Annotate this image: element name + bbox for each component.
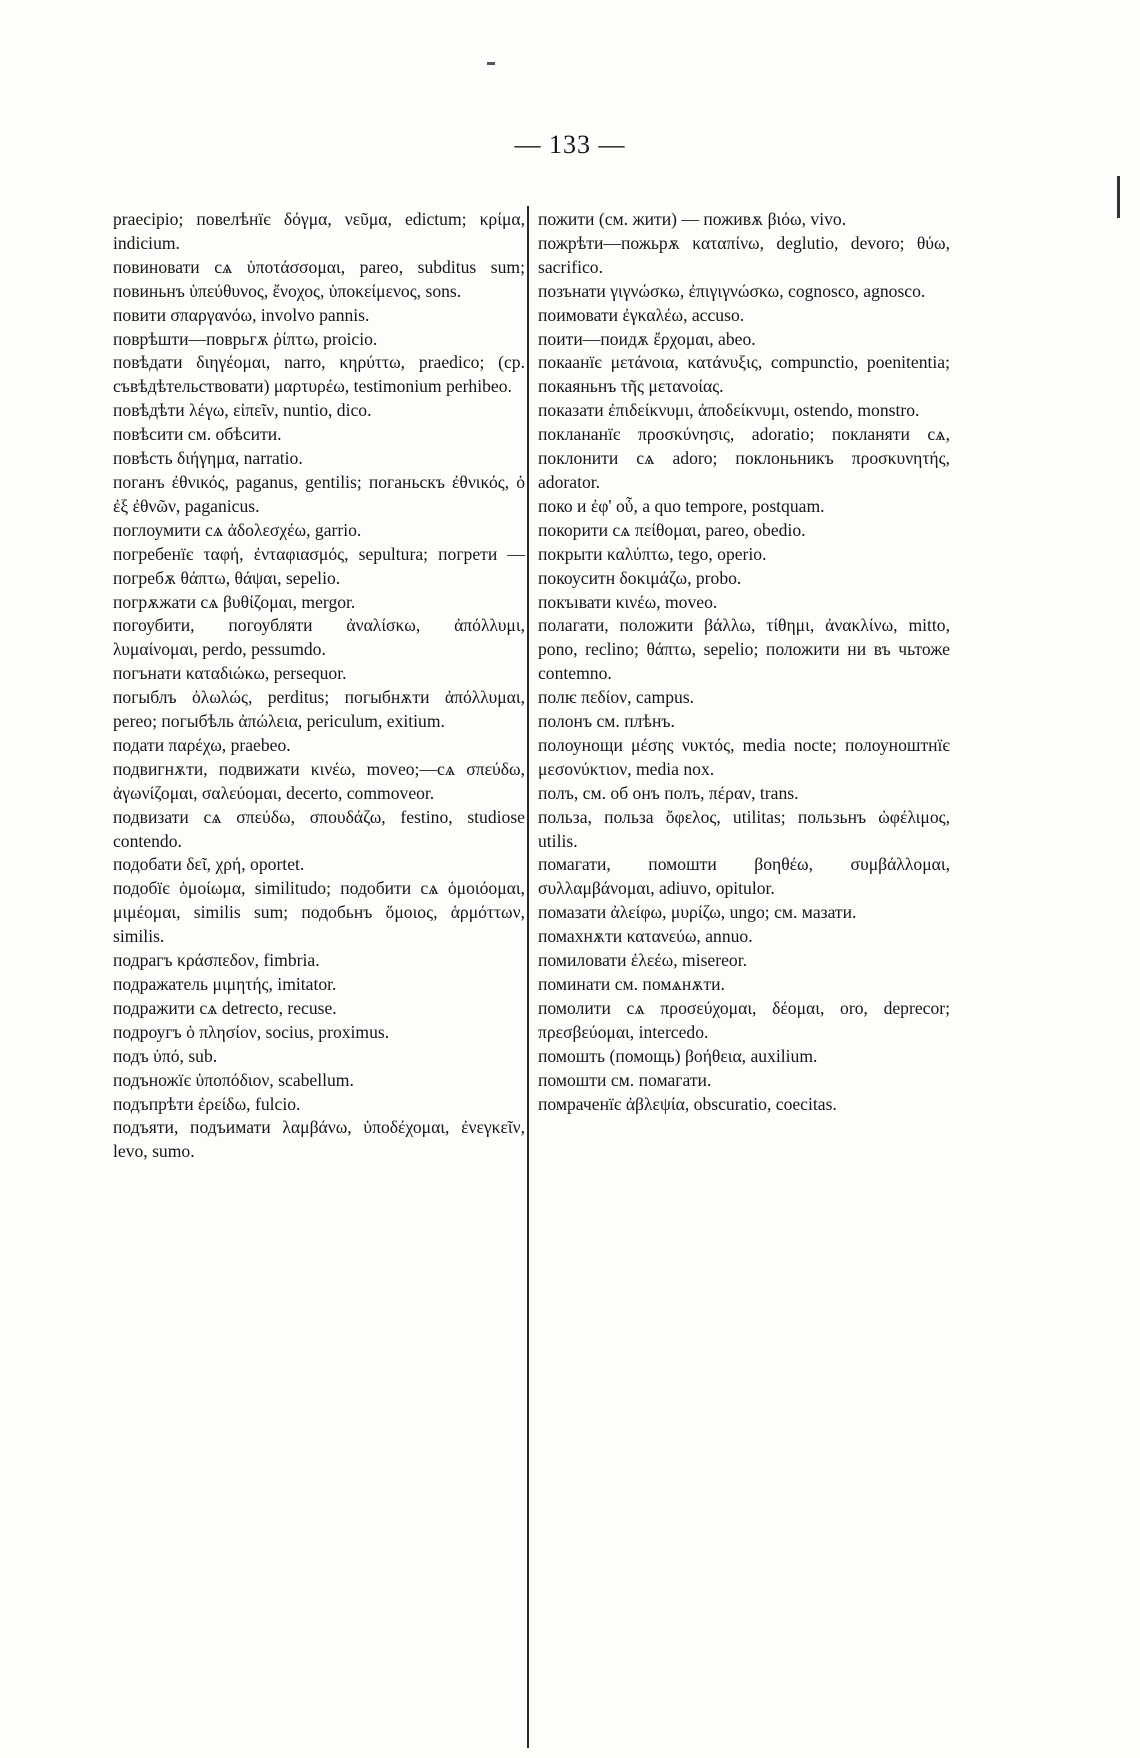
page-number: — 133 —: [514, 130, 626, 159]
dictionary-entry: поганъ ἐθνικός, paganus, gentilis; поганьскъ ἐθνικός, ὁ ἐξ ἐθνῶν, paganicus.: [113, 471, 525, 516]
dictionary-entry: погребенїє ταφή, ἐνταφιασμός, sepultura; погрети — погребѫ θάπτω, θάψαι, sepelio.: [113, 543, 525, 588]
dictionary-entry: помолити сѧ προσεύχομαι, δέομαι, oro, deprecor; πρεσβεύομαι, intercedo.: [538, 997, 950, 1042]
dictionary-entry: подъножїє ὑποπόδιον, scabellum.: [113, 1069, 354, 1090]
dictionary-entry: покорити сѧ πείθομαι, pareo, obedio.: [538, 519, 806, 540]
dictionary-entry: поко и ἐφ' οὗ, a quo tempore, postquam.: [538, 495, 825, 516]
dictionary-entry: повѣдати διηγέομαι, narro, κηρύττω, praedico; (cp. съвѣдѣтельствовати) μαρτυρέω, testimonium perhibeo.: [113, 352, 525, 397]
dictionary-entry: подражатель μιμητής, imitator.: [113, 974, 337, 994]
dictionary-entry: поклананїє προσκύνησις, adoratio; покланяти сѧ, поклонити сѧ adoro; поклоньникъ προσκυνητής, adorator.: [538, 424, 950, 492]
dictionary-entry: помошть (помощь) βοήθεια, auxilium.: [538, 1045, 818, 1066]
dictionary-entry: повѣдѣти λέγω, εἰπεῖν, nuntio, dico.: [113, 400, 372, 421]
dictionary-entry: подъпрѣти ἐρείδω, fulcio.: [113, 1093, 301, 1114]
dictionary-entry: покъıвати κινέω, moveo.: [538, 591, 718, 612]
dictionary-entry: подобати δεῖ, χρή, oportet.: [113, 854, 305, 875]
dictionary-entry: пожрѣти—пожьрѫ καταπίνω, deglutio, devoro; θύω, sacrifico.: [538, 232, 950, 277]
dictionary-entry: позънати γιγνώσκω, ἐπιγιγνώσκω, cognosco, agnosco.: [538, 280, 926, 301]
dictionary-entry: полагати, положити βάλλω, τίθημι, ἀνακλίνω, mitto, pono, reclino; θάπτω, sepelio; положити ни въ чьтоже contemno.: [538, 615, 950, 684]
dictionary-entry: поврѣшти—поврьгѫ ῥίπτω, proicio.: [113, 328, 378, 349]
dictionary-entry: повѣсити см. обѣсити.: [113, 424, 282, 445]
dictionary-entry: подроугъ ὁ πλησίον, socius, proximus.: [113, 1021, 390, 1042]
dictionary-entry: полоунощи μέσης νυκτός, media nocte; полоуноштнїє μεσονύκτιον, media nox.: [538, 734, 950, 779]
dictionary-entry: подвизати сѧ σπεύδω, σπουδάζω, festino, studiose contendo.: [113, 806, 525, 851]
dictionary-entry: повиновати сѧ ὑποτάσσομαι, pareo, subditus sum; повиньнъ ὑπεύθυνος, ἔνοχος, ὑποκείμενος, sons.: [113, 256, 525, 301]
dictionary-entry: польза, польза ὄφελος, utilitas; пользьнъ ὠφέλιμος, utilis.: [538, 806, 950, 851]
dictionary-entry: поити—поидѫ ἔρχομαι, abeo.: [538, 328, 756, 349]
scan-mark: [487, 62, 495, 65]
dictionary-entry: погыблъ ὀλωλώς, perditus; погыбнѫти ἀπόλλυμαι, pereo; погыбѣль ἀπώλεια, periculum, exitium.: [113, 687, 525, 732]
dictionary-entry: подъ ὑπό, sub.: [113, 1045, 218, 1066]
dictionary-entry: повѣсть διήγημα, narratio.: [113, 448, 303, 469]
dictionary-entry: пожити (см. жити) — поживѫ βιόω, vivo.: [538, 209, 847, 229]
dictionary-entry: помагати, помошти βοηθέω, συμβάλλομαι, συλλαμβάνομαι, adiuvo, opitulor.: [538, 854, 950, 899]
dictionary-entry: полѥ πεδίον, campus.: [538, 687, 695, 708]
dictionary-entry: помраченїє ἀβλεψία, obscuratio, coecitas.: [538, 1093, 837, 1114]
dictionary-entry: поимовати ἐγκαλέω, accuso.: [538, 304, 745, 325]
dictionary-entry: помошти см. помагати.: [538, 1069, 712, 1090]
dictionary-entry: покрыти καλύπτω, tego, operio.: [538, 543, 767, 564]
dictionary-entry: поминати см. помѧнѫти.: [538, 974, 725, 994]
dictionary-entry: подражити сѧ detrecto, recuse.: [113, 997, 337, 1018]
dictionary-entry: подобїє ὁμοίωμα, similitudo; подобити сѧ ὁμοιόομαι, μιμέομαι, similis sum; подобьнъ ὅμοιος, ἁρμόττων, similis.: [113, 878, 525, 947]
dictionary-entry: поглоумити сѧ ἀδολεσχέω, garrio.: [113, 519, 362, 540]
dictionary-entry: полъ, см. об онъ полъ, πέραν, trans.: [538, 782, 799, 803]
dictionary-entry: погоубити, погоубляти ἀναλίσκω, ἀπόλλυμι, λυμαίνομαι, perdo, pessumdo.: [113, 615, 525, 660]
dictionary-entry: помахнѫти κατανεύω, annuo.: [538, 926, 753, 947]
dictionary-entry: погрѫжати сѧ βυθίζομαι, mergor.: [113, 591, 356, 612]
dictionary-entry: покаанїє μετάνοια, κατάνυξις, compunctio, poenitentia; покаяньнъ τῆς μετανοίας.: [538, 352, 950, 397]
dictionary-entry: погънати καταδιώκω, persequor.: [113, 663, 347, 684]
dictionary-entry: praecipio; повелѣнїє δόγμα, νεῦμα, edictum; κρίμα, indicium.: [113, 209, 525, 253]
right-column: [538, 208, 950, 1116]
left-column: [113, 208, 525, 1164]
dictionary-entry: покоуситн δοκιμάζω, probo.: [538, 567, 742, 588]
column-divider: [527, 206, 529, 1748]
dictionary-entry: показати ἐπιδείκνυμι, ἀποδείκνυμι, ostendo, monstro.: [538, 400, 920, 421]
scan-margin-mark: [1117, 176, 1120, 218]
dictionary-entry: подвигнѫти, подвижати κινέω, moveo;—сѧ σπεύδω, ἀγωνίζομαι, σαλεύομαι, decerto, commoveor.: [113, 758, 525, 803]
dictionary-entry: подати παρέχω, praebeo.: [113, 734, 291, 755]
dictionary-entry: помазати ἀλείφω, μυρίζω, ungo; см. мазати.: [538, 902, 857, 923]
dictionary-entry: повити σπαργανόω, involvo pannis.: [113, 304, 370, 325]
dictionary-entry: полонъ см. плѣнъ.: [538, 711, 675, 732]
dictionary-entry: помиловати ἐλεέω, misereor.: [538, 950, 747, 971]
dictionary-entry: подрагъ κράσπεδον, fimbria.: [113, 950, 320, 971]
dictionary-entry: подъяти, подъимати λαμβάνω, ὑποδέχομαι, ἐνεγκεῖν, levo, sumo.: [113, 1117, 525, 1162]
